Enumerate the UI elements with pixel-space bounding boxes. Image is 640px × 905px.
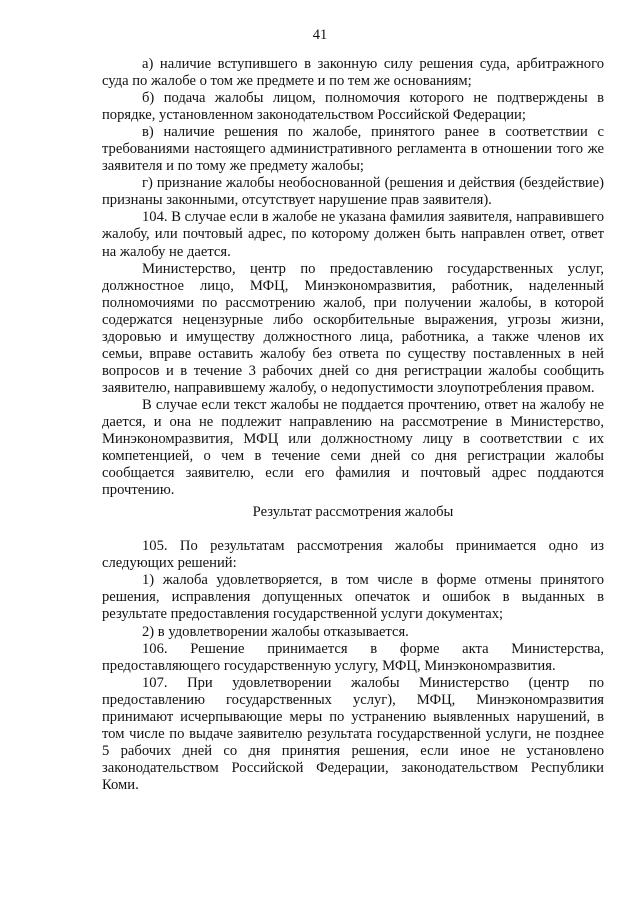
paragraph-107: 107. При удовлетворении жалобы Министерство (центр по предоставлению государственных услуг), МФЦ, Минэкономразвития принимают исчерпывающие меры по устранению выявленных нарушений, в том числе по выдаче заявителю результата государственной услуги, не позднее 5 рабочих дней со дня принятия решения, если иное не установлено законодательством Российской Федерации, законодательством Республики Коми. [102, 674, 604, 793]
paragraph-106: 106. Решение принимается в форме акта Министерства, предоставляющего государственную услугу, МФЦ, Минэкономразвития. [102, 640, 604, 674]
page-number: 41 [312, 27, 328, 43]
paragraph-decision-2: 2) в удовлетворении жалобы отказывается. [142, 623, 409, 640]
section-heading: Результат рассмотрения жалобы [252, 504, 454, 521]
paragraph-item-b: б) подача жалобы лицом, полномочия которого не подтверждены в порядке, установленном законодательством Российской Федерации; [102, 90, 604, 124]
paragraph-104: 104. В случае если в жалобе не указана фамилия заявителя, направившего жалобу, или почтовый адрес, по которому должен быть направлен ответ, ответ на жалобу не дается. [102, 209, 604, 260]
paragraph-105: 105. По результатам рассмотрения жалобы принимается одно из следующих решений: [102, 538, 604, 572]
paragraph-ministry-rights: Министерство, центр по предоставлению государственных услуг, должностное лицо, МФЦ, Минэкономразвития, работник, наделенный полномочиями по рассмотрению жалоб, при получении жалобы, в которой содержатся нецензурные либо оскорбительные выражения, угрозы жизни, здоровью и имуществу должностного лица, работника, а также членов их семьи, вправе оставить жалобу без ответа по существу поставленных в ней вопросов и в течение 3 рабочих дней со дня регистрации жалобы сообщить заявителю, направившему жалобу, о недопустимости злоупотребления правом. [102, 260, 604, 396]
paragraph-item-a: а) наличие вступившего в законную силу решения суда, арбитражного суда по жалобе о том же предмете и по тем же основаниям; [102, 56, 604, 90]
paragraph-item-v: в) наличие решения по жалобе, принятого ранее в соответствии с требованиями настоящего административного регламента в отношении того же заявителя и по тому же предмету жалобы; [102, 124, 604, 175]
paragraph-unreadable-text: В случае если текст жалобы не поддается прочтению, ответ на жалобу не дается, и она не подлежит направлению на рассмотрение в Министерство, Минэкономразвития, МФЦ или должностному лицу в соответствии с их компетенцией, о чем в течение семи дней со дня регистрации жалобы сообщается заявителю, если его фамилия и почтовый адрес поддаются прочтению. [102, 396, 604, 499]
paragraph-item-g: г) признание жалобы необоснованной (решения и действия (бездействие) признаны законными, отсутствует нарушение прав заявителя). [102, 175, 604, 209]
document-body [102, 56, 604, 794]
paragraph-decision-1: 1) жалоба удовлетворяется, в том числе в форме отмены принятого решения, исправления допущенных опечаток и ошибок в выданных в результате предоставления государственной услуги документах; [102, 572, 604, 623]
